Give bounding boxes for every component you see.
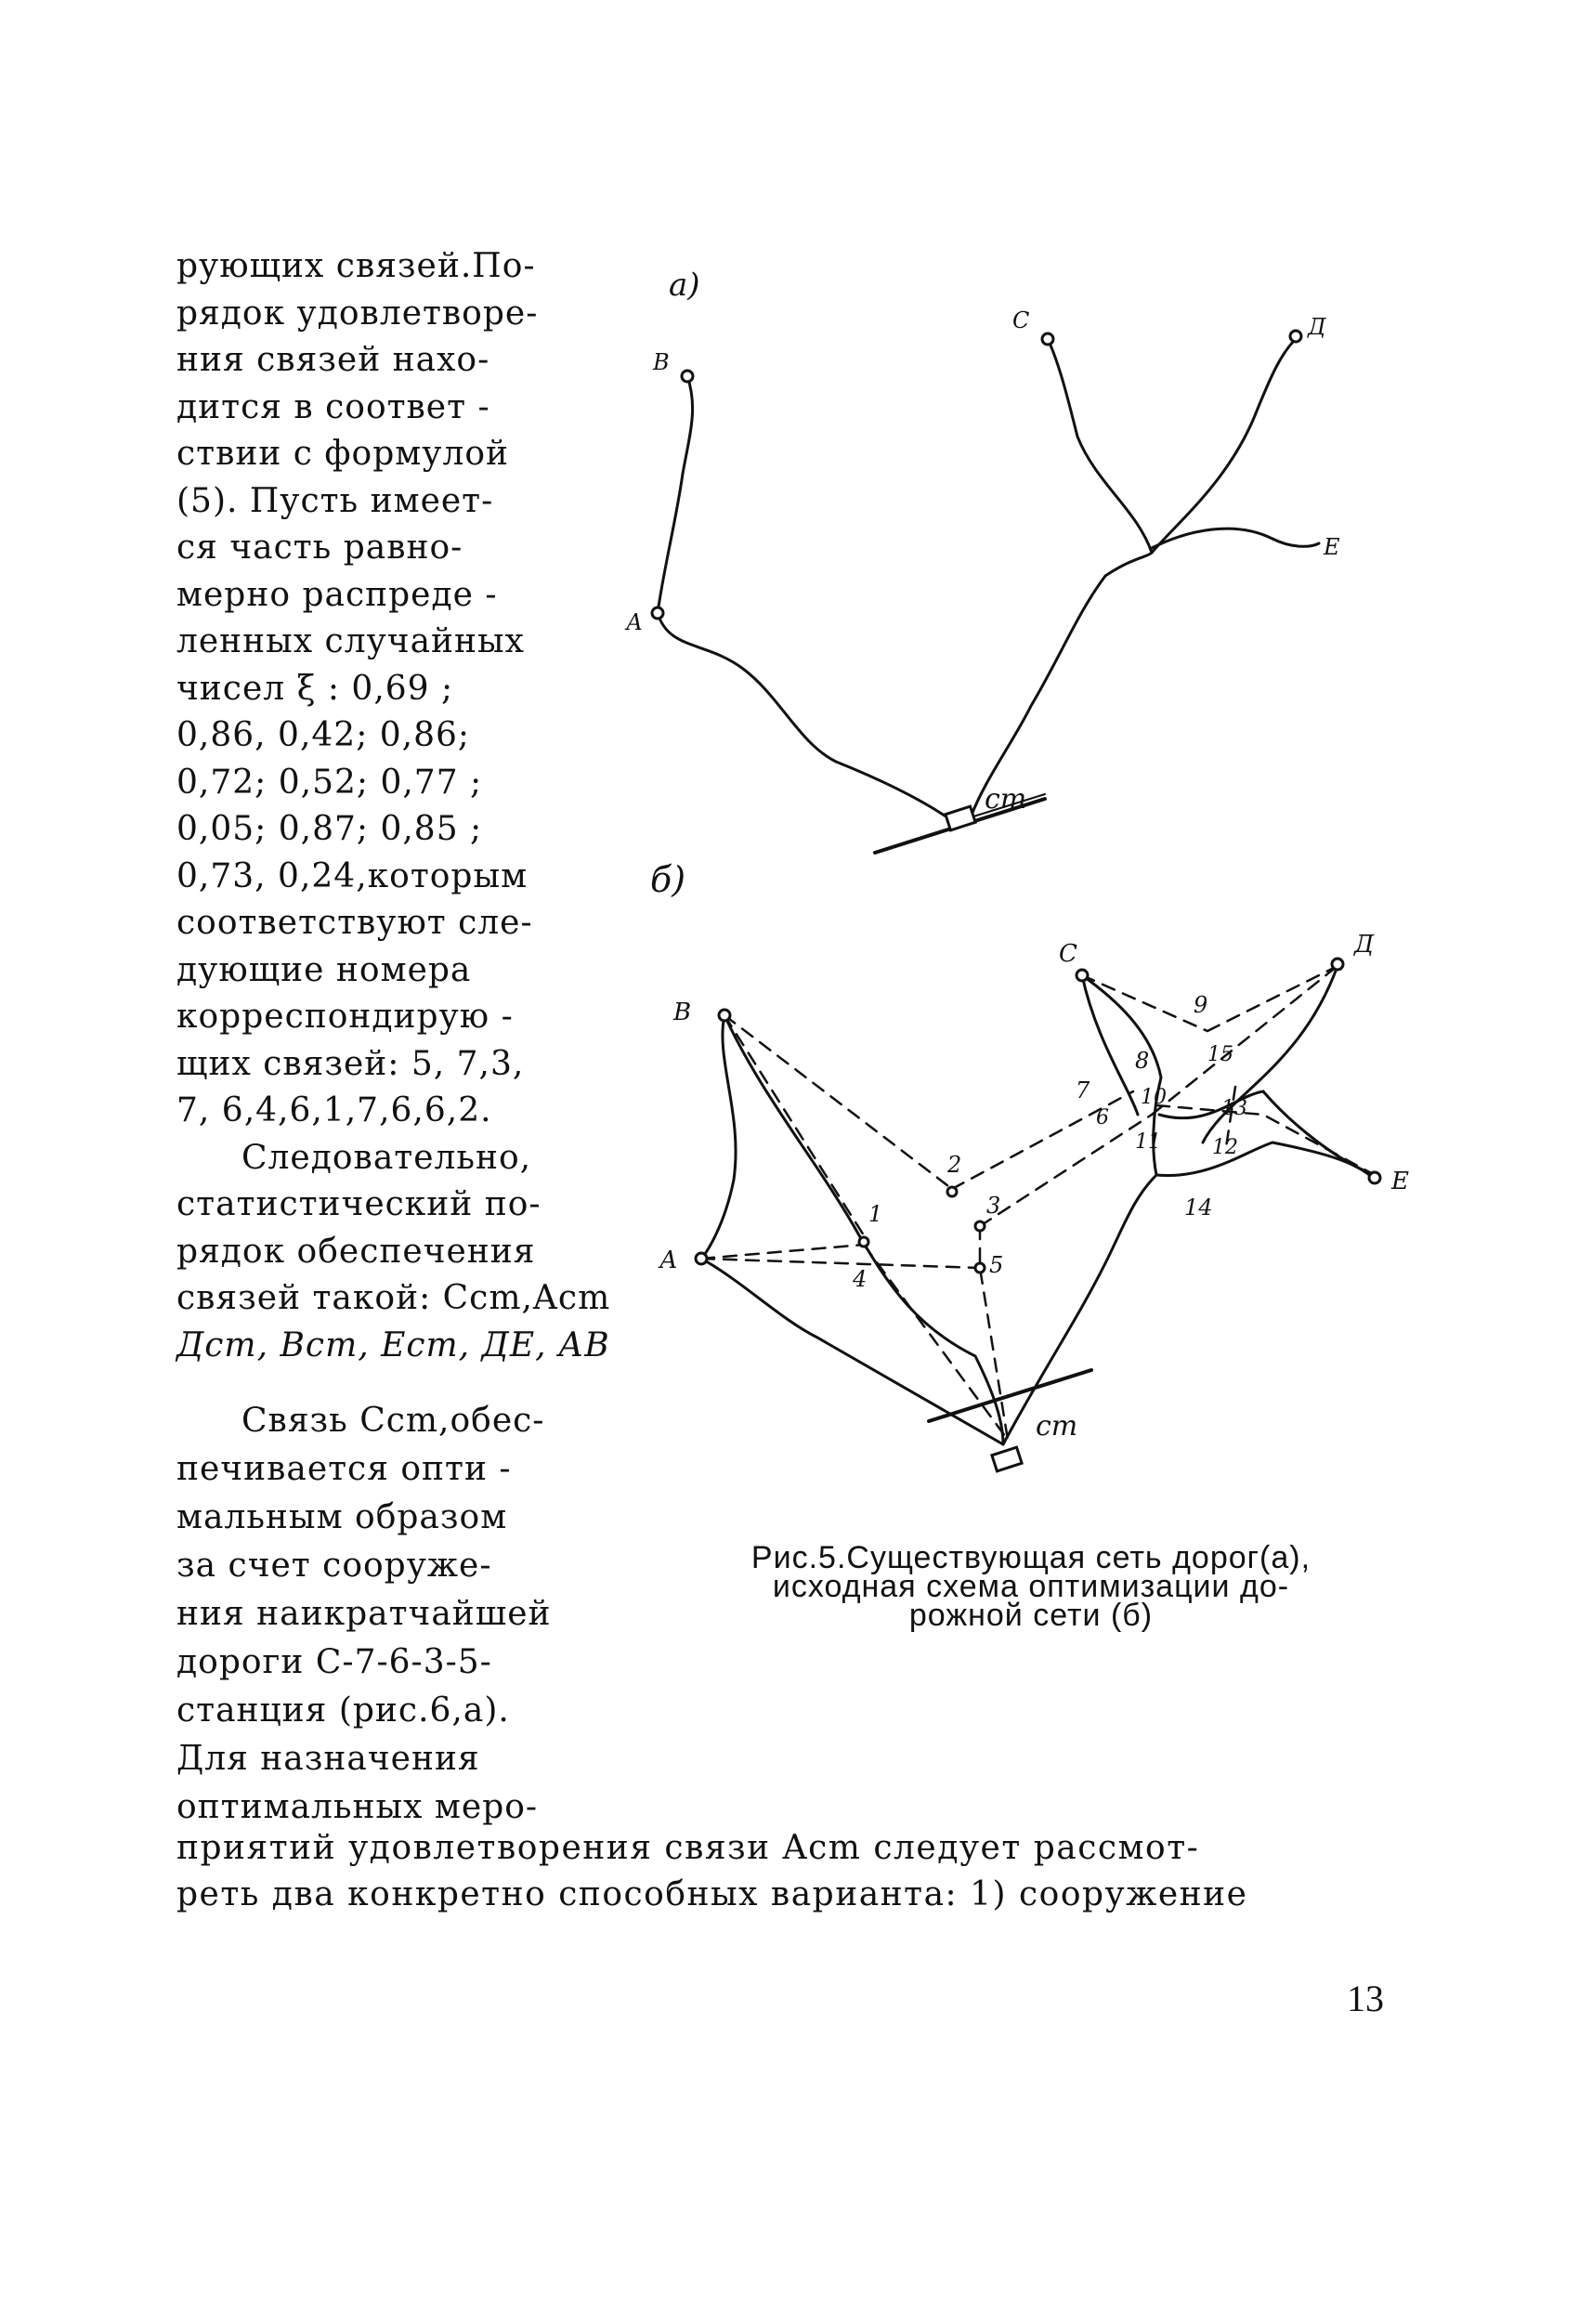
- text-line: 0,86, 0,42; 0,86;: [176, 716, 471, 754]
- text-line: Дcm, Bcm, Ecm, ДЕ, АВ: [176, 1326, 610, 1364]
- node-3: [975, 1221, 985, 1231]
- figure-caption: [632, 1540, 1430, 1633]
- node-d: [1290, 331, 1301, 342]
- node-label: 11: [1135, 1130, 1161, 1154]
- node-label: 12: [1212, 1136, 1238, 1159]
- node-label: 1: [868, 1201, 883, 1227]
- text-line: приятий удовлетворения связи Acm следует рассмот-: [176, 1829, 1200, 1867]
- text-line: станция (рис.6,а).: [176, 1691, 510, 1730]
- text-line: 0,05; 0,87; 0,85 ;: [176, 810, 483, 848]
- node-label: Е: [1324, 534, 1340, 560]
- text-line: печивается опти -: [176, 1450, 512, 1488]
- text-line: оптимальных меро-: [176, 1788, 539, 1826]
- node-label: Е: [1391, 1168, 1409, 1195]
- bottom-text: [176, 1825, 1412, 1918]
- text-line: дороги С-7-6-3-5-: [176, 1643, 492, 1681]
- text-line: рядок удовлетворе-: [176, 294, 539, 333]
- text-line: за счет сооруже-: [176, 1547, 492, 1585]
- node-b: [719, 1010, 730, 1021]
- station-label: cm: [1036, 1410, 1078, 1443]
- node-a: [696, 1253, 707, 1264]
- figure-b-roads: [701, 966, 1375, 1444]
- text-line: 7, 6,4,6,1,7,6,6,2.: [176, 1091, 492, 1129]
- node-label: C: [1059, 940, 1077, 968]
- node-label: B: [673, 999, 692, 1026]
- caption-line: исходная схема оптимизации до-: [772, 1569, 1290, 1604]
- text-line: связей такой: Ccm,Acm: [176, 1279, 611, 1317]
- text-line: ся часть равно-: [176, 529, 463, 567]
- node-label: B: [653, 349, 670, 375]
- text-line: дится в соответ -: [176, 388, 490, 426]
- node-label: 5: [989, 1252, 1004, 1278]
- text-line: Следовательно,: [241, 1139, 532, 1177]
- text-line: реть два конкретно способных варианта: 1) сооружение: [176, 1875, 1248, 1913]
- text-line: ния наикратчайшей: [176, 1595, 552, 1633]
- figure-b-nodes: [696, 959, 1380, 1471]
- text-line: (5). Пусть имеет-: [176, 482, 494, 520]
- figure-a-label: a): [669, 267, 700, 304]
- text-line: мерно распреде -: [176, 576, 498, 614]
- node-label: 6: [1096, 1106, 1109, 1129]
- node-c: [1077, 970, 1088, 981]
- text-line: ствии с формулой: [176, 435, 509, 473]
- node-label: 3: [986, 1193, 1001, 1219]
- node-label: 13: [1221, 1097, 1247, 1120]
- text-line: Связь Ccm,обес-: [241, 1402, 545, 1440]
- node-2: [947, 1187, 957, 1196]
- text-line: мальным образом: [176, 1498, 508, 1536]
- text-line: 0,72; 0,52; 0,77 ;: [176, 764, 483, 802]
- station-a: [946, 806, 975, 830]
- node-label: 8: [1135, 1048, 1150, 1074]
- node-label: 14: [1184, 1195, 1213, 1221]
- node-e: [1369, 1172, 1380, 1183]
- caption-line: рожной сети (б): [908, 1598, 1154, 1633]
- text-line: дующие номера: [176, 951, 472, 989]
- text-line: Для назначения: [176, 1740, 480, 1778]
- figure-b-dashed-links: [701, 966, 1375, 1440]
- text-line: статистический по-: [176, 1185, 542, 1223]
- node-label: 10: [1141, 1086, 1167, 1109]
- text-line: корреспондирую -: [176, 998, 514, 1036]
- node-label: Д: [1308, 314, 1326, 340]
- node-label: 9: [1194, 992, 1208, 1018]
- station-label: cm: [985, 783, 1027, 816]
- node-1: [859, 1237, 868, 1247]
- node-d: [1332, 959, 1343, 970]
- node-label: 4: [853, 1266, 868, 1292]
- text-line: чисел ξ : 0,69 ;: [176, 670, 454, 708]
- text-line: ния связей нахо-: [176, 341, 490, 379]
- node-label: А: [626, 609, 644, 635]
- figure-a-nodes: [652, 331, 1301, 830]
- node-label: А: [659, 1247, 678, 1274]
- node-label: 7: [1076, 1077, 1090, 1103]
- text-line: ленных случайных: [176, 622, 525, 660]
- node-label: Д: [1354, 931, 1375, 959]
- node-label: C: [1012, 307, 1030, 333]
- node-5: [975, 1263, 985, 1273]
- node-label: 2: [947, 1152, 962, 1178]
- node-label: 15: [1207, 1043, 1233, 1066]
- node-c: [1042, 333, 1053, 345]
- text-line: рующих связей.По-: [176, 247, 536, 285]
- caption-line: Рис.5.Существующая сеть дорог(а),: [750, 1540, 1311, 1575]
- figure-a-roads: [658, 339, 1319, 853]
- node-b: [682, 371, 693, 382]
- text-line: 0,73, 0,24,которым: [176, 857, 528, 895]
- text-line: рядок обеспечения: [176, 1233, 536, 1271]
- node-a: [652, 607, 663, 619]
- text-line: щих связей: 5, 7,3,: [176, 1045, 525, 1083]
- text-line: соответствуют сле-: [176, 904, 533, 942]
- station-b: [992, 1447, 1022, 1471]
- figure-b-label: б): [650, 859, 686, 900]
- page-number: 13: [1347, 1978, 1384, 2019]
